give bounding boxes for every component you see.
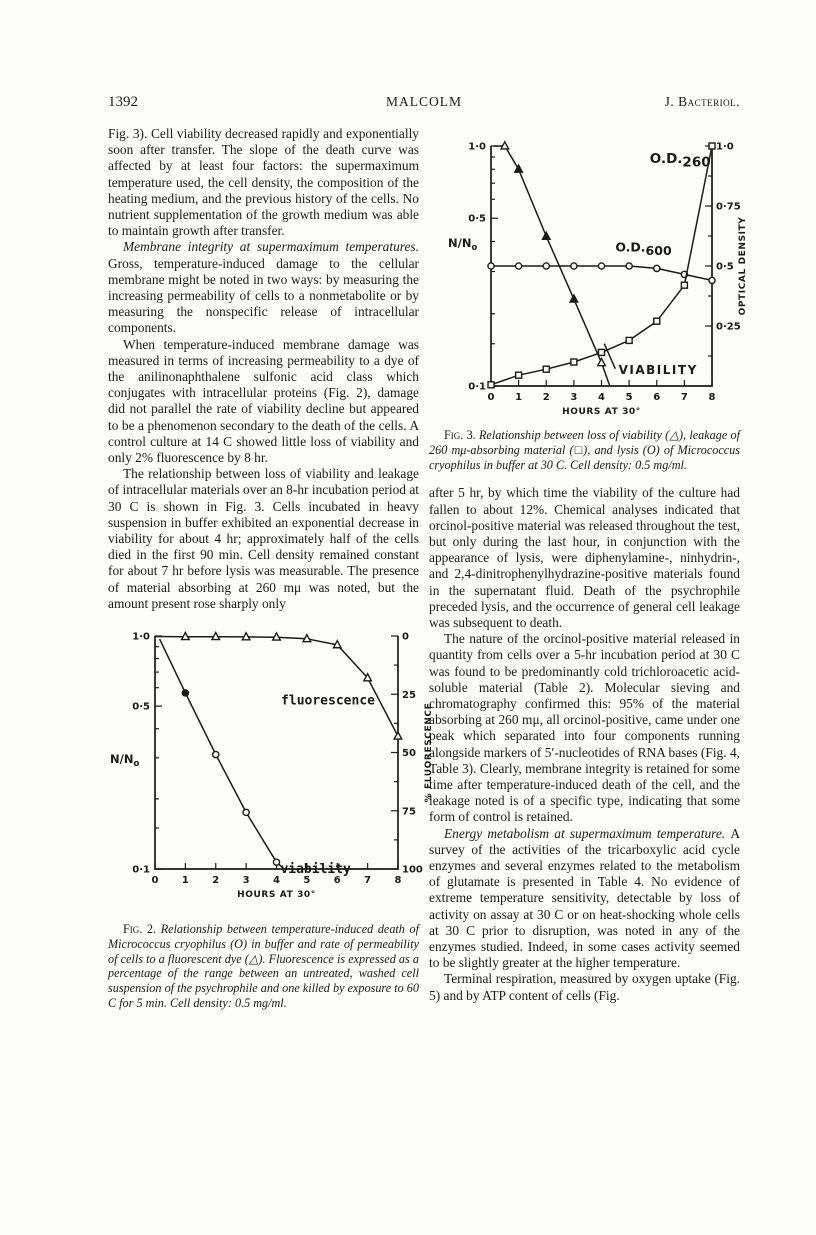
paragraph-terminal-respiration: Terminal respiration, measured by oxygen uptake (Fig. 5) and by ATP content of cells (Fig. <box>429 971 740 1003</box>
svg-text:0·5: 0·5 <box>132 701 150 713</box>
svg-text:2: 2 <box>542 392 550 403</box>
svg-text:2: 2 <box>212 875 220 887</box>
fig3-chart <box>429 128 748 422</box>
svg-text:fluorescence: fluorescence <box>281 693 375 709</box>
svg-text:1·0: 1·0 <box>468 141 486 153</box>
svg-text:3: 3 <box>242 875 250 887</box>
paragraph-continuation: Fig. 3). Cell viability decreased rapidly and exponentially soon after transfer. The slope of the death curve was affected by at least four factors: the supermaximum temperature used, the cell density, the composition of the heating medium, and the previous history of the cells. No nutrient supplementation of the growth medium was able to maintain growth after transfer. <box>108 126 419 239</box>
svg-text:O.D.260: O.D.260 <box>649 150 711 171</box>
svg-text:O.D.600: O.D.600 <box>615 239 672 259</box>
svg-text:N/No: $N/N_o$ <box>448 235 478 253</box>
svg-text:5: 5 <box>625 392 633 403</box>
fig3-caption-label: Fig. 3. <box>444 428 479 442</box>
svg-text:1·0: 1·0 <box>716 141 734 153</box>
svg-text:0: 0 <box>402 631 409 643</box>
svg-text:5: 5 <box>303 875 311 887</box>
fig3-caption: Fig. 3. Relationship between loss of viability (△), leakage of 260 mμ-absorbing material (□), and lysis (O) of Micrococcus cryophilus in buffer at 30 C. Cell density: 0.5 mg/ml. <box>429 428 740 472</box>
svg-text:0·25: 0·25 <box>716 321 741 333</box>
figure-3 <box>429 128 748 422</box>
svg-text:3: 3 <box>570 392 578 403</box>
page-number: 1392 <box>108 94 138 110</box>
svg-text:6: 6 <box>333 875 341 887</box>
svg-text:8: 8 <box>394 875 402 887</box>
svg-text:0: 0 <box>487 392 495 403</box>
svg-text:HOURS AT 30°: HOURS AT 30° <box>237 890 316 901</box>
paragraph-orcinol-material: The nature of the orcinol-positive material released in quantity from cells over a 5-hr incubation period at 30 C was found to be predominantly cold trichloroacetic acid-soluble material (Table 2). Molecular sieving and chromatography confirmed this: 95% of the material absorbing at 260 mμ, all orcinol-positive, came under one peak which separated into four components running alongside markers of 5′-nucleotides of RNA bases (Fig. 4, Table 3). Clearly, membrane integrity is retained for some time after temperature-induced death of the cell, and the leakage noted is of a specific type, indicating that some form of control is retained. <box>429 631 740 825</box>
svg-text:VIABILITY: VIABILITY <box>618 363 698 378</box>
figure-2 <box>108 622 434 916</box>
svg-text:N/No: $N/N_o$ <box>110 752 140 770</box>
svg-text:viability: viability <box>280 862 351 878</box>
svg-text:75: 75 <box>402 806 416 818</box>
running-title: MALCOLM <box>385 94 462 109</box>
svg-text:0·75: 0·75 <box>716 201 741 213</box>
page-header <box>108 94 740 111</box>
svg-text:0·5: 0·5 <box>716 261 734 273</box>
fig2-caption-label: Fig. 2. <box>123 922 161 937</box>
svg-text:25: 25 <box>402 689 416 701</box>
svg-text:4: 4 <box>598 392 605 403</box>
fig2-chart <box>108 622 434 916</box>
svg-text:7: 7 <box>364 875 372 887</box>
svg-text:100: 100 <box>402 864 423 876</box>
journal-title: J. Bacteriol. <box>664 94 740 109</box>
svg-text:% FLUORESCENCE: % FLUORESCENCE <box>424 702 434 803</box>
svg-text:1: 1 <box>181 875 189 887</box>
svg-text:4: 4 <box>273 875 280 887</box>
svg-text:0·1: 0·1 <box>132 864 150 876</box>
paragraph-viability-leakage: The relationship between loss of viability and leakage of intracellular materials over an 8-hr incubation period at 30 C is shown in Fig. 3. Cells incubated in heavy suspension in buffer exhibited an exponential decrease in viability for about 4 hr; approximately half of the cells died in the first 90 min. Cell density remained constant for about 7 hr before lysis was measurable. The presence of material absorbing at 260 mμ was noted, but the amount present rose sharply only <box>108 466 419 611</box>
svg-text:OPTICAL DENSITY: OPTICAL DENSITY <box>738 216 748 316</box>
paragraph-energy-metabolism: Energy metabolism at supermaximum temperature. A survey of the activities of the tricarboxylic acid cycle enzymes and several enzymes related to the metabolism of glutamate is presented in Table 4. No evidence of extreme temperature sensitivity, detectable by loss of activity on assay at 30 C or on heat-shocking whole cells at 30 C prior to disruption, was noted in any of the enzymes studied. Indeed, in some cases activity seemed to be slightly greater at the higher temperature. <box>429 825 740 971</box>
svg-text:0: 0 <box>151 875 159 887</box>
paragraph-membrane-integrity: Membrane integrity at supermaximum temperatures. Gross, temperature-induced damage to the cellular membrane might be noted in two ways: by measuring the increasing permeability of cells to a nonmetabolite or by measuring the nonspecific release of intracellular components. <box>108 239 419 336</box>
paragraph-dye-permeability: When temperature-induced membrane damage was measured in terms of increasing permeability to a dye of the anilinonaphthalene sulfonic acid class which conjugates with intracellular proteins (Fig. 2), damage did not parallel the rate of viability decline but appeared to be a phenomenon secondary to the death of the cells. A control culture at 14 C showed little loss of viability and only 2% fluorescence by 8 hr. <box>108 336 419 466</box>
svg-text:50: 50 <box>402 748 416 760</box>
paragraph-after-5hr: after 5 hr, by which time the viability of the culture had fallen to about 12%. Chemical analyses indicated that orcinol-positive material was released throughout the test, but only during the last hour, in conjunction with the appearance of lysis, were diphenylamine-, ninhydrin-, and 2,4-dinitrophenylhydrazine-positive materials found in the supernatant fluid. Death of the psychrophile preceded lysis, and the occurrence of general cell leakage was subsequent to death. <box>429 485 740 631</box>
svg-text:1·0: 1·0 <box>132 631 150 643</box>
svg-text:6: 6 <box>653 392 661 403</box>
left-column <box>108 126 434 1011</box>
svg-text:HOURS AT 30°: HOURS AT 30° <box>562 407 641 417</box>
svg-text:1: 1 <box>515 392 523 403</box>
svg-text:7: 7 <box>680 392 688 403</box>
svg-text:0·1: 0·1 <box>468 381 486 393</box>
svg-text:8: 8 <box>708 392 716 403</box>
right-column <box>429 126 748 1004</box>
svg-text:0·5: 0·5 <box>468 213 486 225</box>
fig2-caption: Fig. 2. Relationship between temperature-induced death of Micrococcus cryophilus (O) in buffer and rate of permeability of cells to a fluorescent dye (△). Fluorescence is expressed as a percentage of the range between an untreated, washed cell suspension of the psychrophile and one killed by exposure to 60 C for 5 min. Cell density: 0.5 mg/ml. <box>108 922 419 1011</box>
